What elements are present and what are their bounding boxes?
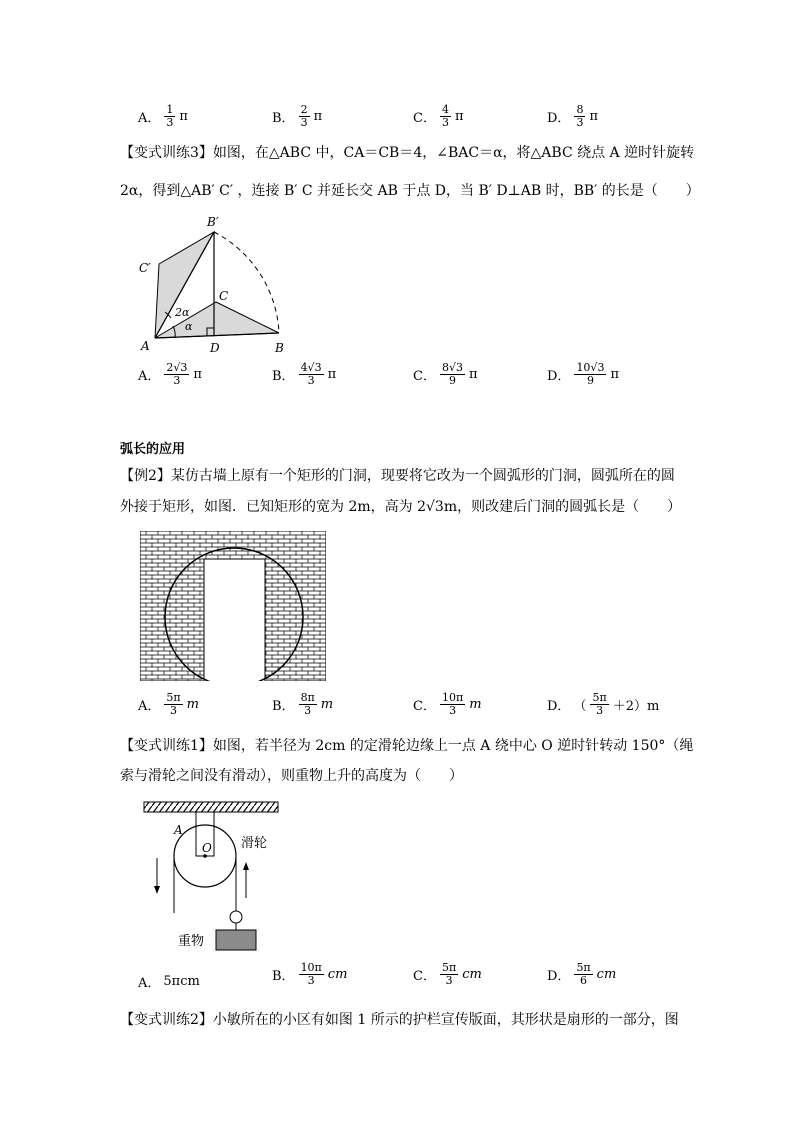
label-c: C bbox=[219, 289, 229, 303]
option-letter: D． bbox=[547, 111, 571, 126]
option-suffix: m bbox=[186, 697, 199, 712]
fraction-denominator: 3 bbox=[304, 704, 312, 717]
option-letter: B． bbox=[272, 111, 295, 126]
option-a[interactable] bbox=[138, 362, 202, 387]
option-prefix: （ bbox=[573, 699, 587, 714]
option-d[interactable] bbox=[547, 962, 616, 987]
question-text: 2α，得到△AB′ C′ ，连接 B′ C 并延长交 AB 于点 D，当 B′ D⊥AB 时，BB′ 的长是（ ） bbox=[120, 183, 700, 199]
option-letter: C． bbox=[413, 969, 436, 984]
option-b[interactable] bbox=[272, 962, 347, 987]
brick-wall-figure bbox=[140, 531, 326, 681]
option-letter: D． bbox=[547, 699, 571, 714]
option-c[interactable] bbox=[413, 962, 482, 987]
question-text: 【变式训练2】小敏所在的小区有如图 1 所示的护栏宣传版面，其形状是扇形的一部分，图 bbox=[120, 1012, 679, 1028]
fraction-denominator: 3 bbox=[170, 704, 177, 717]
label-a: A bbox=[141, 339, 150, 353]
pulley-figure bbox=[140, 798, 290, 958]
option-suffix: cm bbox=[327, 967, 348, 982]
fraction-numerator: 5π bbox=[592, 691, 607, 704]
fraction-denominator: 3 bbox=[307, 374, 315, 387]
option-suffix: π bbox=[610, 367, 619, 382]
option-letter: A． bbox=[138, 699, 161, 714]
fraction-denominator: 3 bbox=[445, 974, 453, 987]
fraction-denominator: 3 bbox=[166, 116, 174, 129]
option-suffix: π bbox=[193, 367, 202, 382]
question-text: 【变式训练3】如图，在△ABC 中，CA＝CB＝4，∠BAC＝α，将△ABC 绕点 A 逆时针旋转 bbox=[120, 145, 695, 161]
option-text: 5πcm bbox=[163, 974, 200, 989]
option-suffix: π bbox=[313, 109, 323, 124]
label-alpha: α bbox=[185, 320, 193, 333]
fraction-numerator: 8√3 bbox=[441, 361, 463, 374]
option-suffix: π bbox=[327, 367, 337, 382]
option-d[interactable] bbox=[547, 104, 598, 129]
option-letter: A． bbox=[138, 111, 161, 126]
weight-block bbox=[216, 930, 256, 950]
fraction-denominator: 3 bbox=[307, 974, 315, 987]
fraction-numerator: 2√3 bbox=[166, 361, 188, 374]
fraction-numerator: 1 bbox=[166, 103, 174, 116]
fraction-denominator: 3 bbox=[449, 704, 457, 717]
fraction-numerator: 8 bbox=[576, 103, 584, 116]
question-text: 索与滑轮之间没有滑动），则重物上升的高度为（ ） bbox=[120, 768, 463, 784]
fraction-numerator: 10π bbox=[441, 691, 464, 704]
option-suffix: π bbox=[589, 109, 598, 124]
option-c[interactable] bbox=[413, 362, 478, 387]
option-d[interactable] bbox=[547, 362, 619, 387]
option-suffix: ＋2）m bbox=[612, 699, 660, 714]
option-d[interactable] bbox=[547, 692, 659, 717]
fraction-numerator: 8π bbox=[300, 691, 315, 704]
fraction-denominator: 9 bbox=[448, 374, 456, 387]
option-c[interactable] bbox=[413, 104, 464, 129]
fraction-numerator: 5π bbox=[166, 691, 181, 704]
option-a[interactable] bbox=[138, 104, 188, 129]
fraction-numerator: 10π bbox=[300, 961, 322, 974]
option-suffix: m bbox=[320, 697, 334, 712]
option-suffix: cm bbox=[596, 967, 617, 982]
fraction-denominator: 6 bbox=[580, 974, 588, 987]
label-pulley: 滑轮 bbox=[241, 836, 268, 851]
question-text: 【变式训练1】如图，若半径为 2cm 的定滑轮边缘上一点 A 绕中心 O 逆时针转动 150°（绳 bbox=[120, 738, 694, 754]
triangle-abc bbox=[155, 302, 279, 338]
option-b[interactable] bbox=[272, 104, 322, 129]
option-letter: B． bbox=[272, 699, 295, 714]
section-title: 弧长的应用 bbox=[120, 442, 186, 457]
option-letter: D． bbox=[547, 369, 571, 384]
option-b[interactable] bbox=[272, 692, 333, 717]
option-suffix: cm bbox=[462, 967, 482, 982]
fraction-denominator: 3 bbox=[576, 116, 584, 129]
option-c[interactable] bbox=[413, 692, 482, 717]
option-letter: C． bbox=[413, 369, 436, 384]
fraction-denominator: 3 bbox=[300, 116, 308, 129]
option-letter: C． bbox=[413, 111, 436, 126]
wall bbox=[140, 531, 326, 681]
question-text: 【例2】某仿古墙上原有一个矩形的门洞，现要将它改为一个圆弧形的门洞，圆弧所在的圆 bbox=[120, 468, 675, 484]
label-2alpha: 2α bbox=[175, 306, 190, 319]
fraction-numerator: 10√3 bbox=[576, 361, 605, 374]
fraction-numerator: 2 bbox=[300, 103, 308, 116]
fraction-denominator: 9 bbox=[586, 374, 594, 387]
option-letter: A． bbox=[138, 369, 161, 384]
option-suffix: π bbox=[468, 367, 478, 382]
label-b: B bbox=[275, 341, 284, 355]
label-d: D bbox=[210, 341, 220, 355]
option-letter: B． bbox=[272, 969, 295, 984]
ceiling bbox=[144, 802, 278, 812]
option-letter: C． bbox=[413, 699, 436, 714]
label-weight: 重物 bbox=[178, 934, 205, 949]
fraction-numerator: 5π bbox=[441, 961, 457, 974]
label-a: A bbox=[174, 823, 183, 837]
label-c-prime: C′ bbox=[139, 261, 151, 275]
option-suffix: π bbox=[454, 109, 464, 124]
fraction-denominator: 3 bbox=[441, 116, 449, 129]
question-text: 外接于矩形，如图．已知矩形的宽为 2m，高为 2√3m，则改建后门洞的圆弧长是（ ） bbox=[120, 499, 682, 515]
option-b[interactable] bbox=[272, 362, 336, 387]
fraction-numerator: 4 bbox=[441, 103, 449, 116]
fraction-denominator: 3 bbox=[596, 704, 604, 717]
option-a[interactable] bbox=[138, 692, 199, 717]
fraction-denominator: 3 bbox=[173, 374, 181, 387]
option-suffix: m bbox=[469, 697, 482, 712]
option-letter: A． bbox=[138, 976, 161, 991]
fraction-numerator: 4√3 bbox=[300, 361, 322, 374]
fraction-numerator: 5π bbox=[576, 961, 591, 974]
option-letter: D． bbox=[547, 969, 571, 984]
option-a[interactable] bbox=[138, 972, 200, 991]
label-o: O bbox=[202, 841, 212, 855]
option-letter: B． bbox=[272, 369, 295, 384]
rotation-figure bbox=[135, 210, 295, 358]
option-suffix: π bbox=[179, 109, 188, 124]
label-b-prime: B′ bbox=[207, 215, 219, 229]
